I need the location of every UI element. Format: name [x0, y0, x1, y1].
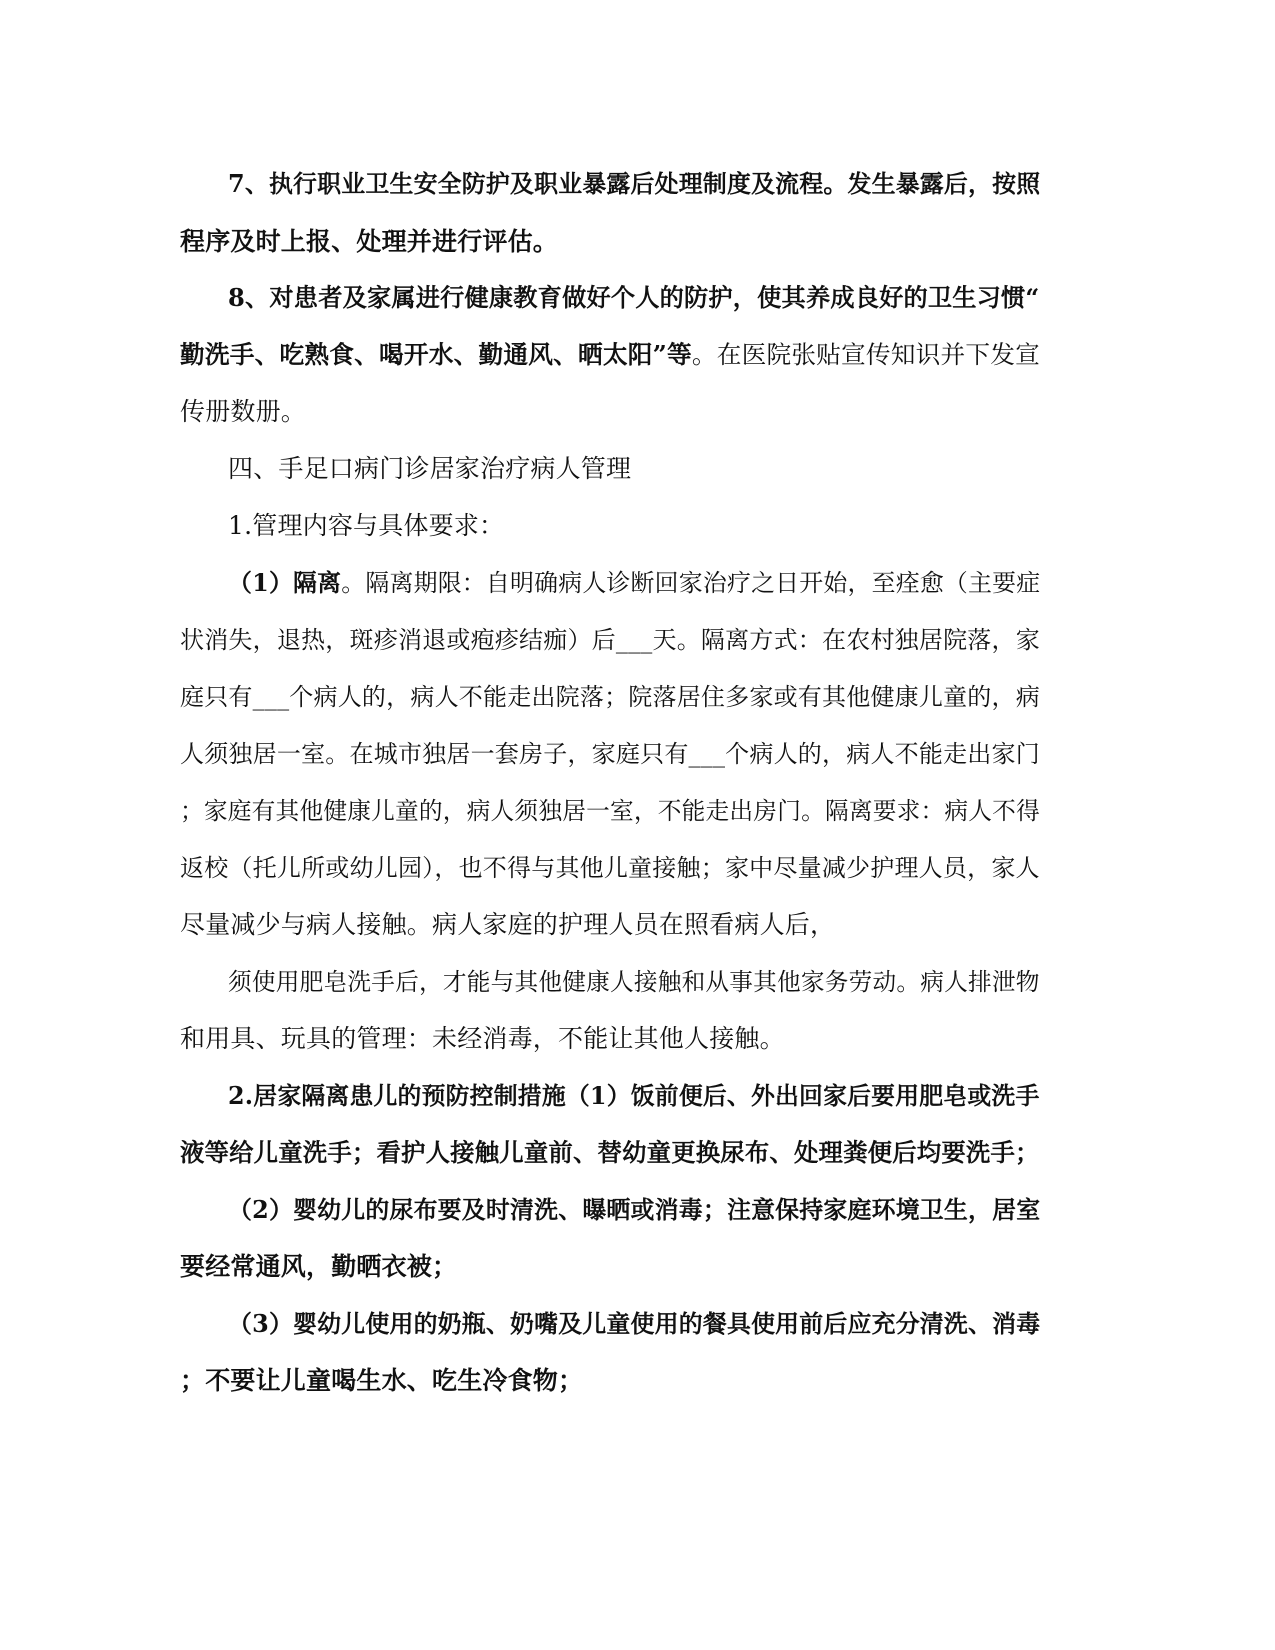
text-segment: 人须独居一室。在城市独居一套房子，家庭只有___个病人的，病人不能走出家门	[180, 740, 1040, 768]
text-segment: 8、对患者及家属进行健康教育做好个人的防护，使其养成良好的卫生习惯“	[228, 283, 1040, 312]
text-segment: （3）婴幼儿使用的奶瓶、奶嘴及儿童使用的餐具使用前后应充分清洗、消毒	[228, 1310, 1041, 1338]
section-heading	[228, 454, 631, 484]
text-segment: 勤洗手、吃熟食、喝开水、勤通风、晒太阳”等	[180, 340, 692, 369]
text-segment: 尽量减少与病人接触。病人家庭的护理人员在照看病人后，	[180, 910, 836, 939]
text-line	[180, 397, 306, 427]
text-segment: 和用具、玩具的管理：未经消毒，不能让其他人接触。	[180, 1024, 785, 1053]
text-segment: 四、手足口病门诊居家治疗病人管理	[228, 454, 632, 483]
text-line	[228, 283, 1040, 313]
text-line	[228, 967, 1040, 997]
text-line	[180, 1252, 457, 1282]
text-line	[180, 796, 1040, 826]
text-segment: 2.居家隔离患儿的预防控制措施（1）饭前便后、外出回家后要用肥皂或洗手	[228, 1082, 1040, 1110]
text-line	[180, 739, 1040, 769]
text-segment: 1.管理内容与具体要求：	[228, 511, 505, 540]
text-line	[180, 853, 1040, 883]
text-line	[180, 1366, 583, 1396]
text-segment: 传册数册。	[180, 397, 307, 426]
text-line	[180, 682, 1040, 712]
text-line	[180, 1024, 785, 1054]
text-line	[228, 1195, 1040, 1225]
text-segment: 返校（托儿所或幼儿园），也不得与其他儿童接触；家中尽量减少护理人员，家人	[180, 854, 1040, 882]
text-line	[180, 227, 558, 257]
text-line	[180, 910, 835, 940]
text-segment: 。隔离期限：自明确病人诊断回家治疗之日开始，至痊愈（主要症	[341, 569, 1041, 597]
text-line	[180, 1138, 1040, 1168]
text-segment: 要经常通风，勤晒衣被；	[180, 1252, 458, 1281]
text-segment: 液等给儿童洗手；看护人接触儿童前、替幼童更换尿布、处理粪便后均要洗手；	[180, 1138, 1040, 1167]
text-segment: 7、执行职业卫生安全防护及职业暴露后处理制度及流程。发生暴露后，按照	[228, 170, 1041, 198]
text-segment: 庭只有___个病人的，病人不能走出院落；院落居住多家或有其他健康儿童的，病	[180, 683, 1040, 711]
text-line	[228, 1081, 1039, 1111]
text-line	[228, 568, 1040, 598]
text-segment: ；不要让儿童喝生水、吃生冷食物；	[180, 1366, 584, 1395]
text-segment: 程序及时上报、处理并进行评估。	[180, 227, 559, 256]
text-segment: （1）隔离	[228, 569, 342, 597]
text-line	[180, 625, 1040, 655]
text-segment: 须使用肥皂洗手后，才能与其他健康人接触和从事其他家务劳动。病人排泄物	[228, 968, 1040, 996]
text-segment: ；家庭有其他健康儿童的，病人须独居一室，不能走出房门。隔离要求：病人不得	[180, 797, 1040, 825]
text-segment: 状消失，退热，斑疹消退或疱疹结痂）后___天。隔离方式：在农村独居院落，家	[180, 626, 1040, 654]
text-line	[180, 340, 1040, 370]
subsection-heading	[228, 511, 504, 541]
text-line	[228, 169, 1040, 199]
text-line	[228, 1309, 1040, 1339]
text-segment: 。在医院张贴宣传知识并下发宣	[691, 340, 1041, 369]
text-segment: （2）婴幼儿的尿布要及时清洗、曝晒或消毒；注意保持家庭环境卫生，居室	[228, 1196, 1041, 1224]
